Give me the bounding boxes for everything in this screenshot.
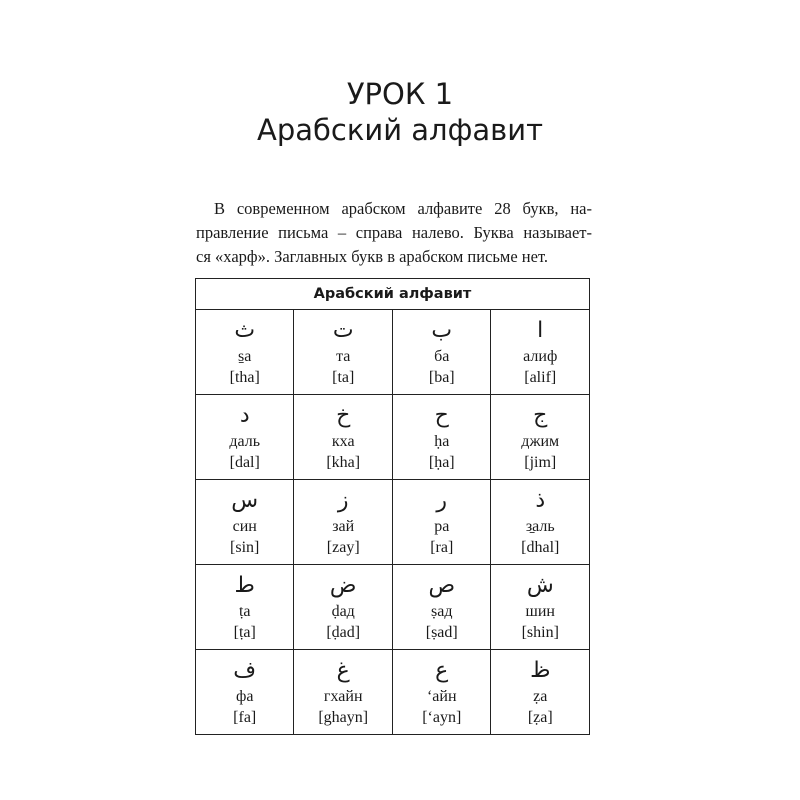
- letter-transliteration: [‘ayn]: [422, 709, 462, 726]
- arabic-letter: س: [231, 488, 259, 513]
- letter-name: даль: [229, 433, 261, 450]
- letter-name: з̱аль: [525, 518, 555, 535]
- letter-transliteration: [ḍad]: [326, 624, 361, 641]
- letter-transliteration: [ta]: [332, 369, 355, 386]
- letter-transliteration: [ẓa]: [527, 709, 553, 726]
- letter-cell: [393, 395, 491, 480]
- letter-cell: [294, 650, 393, 735]
- intro-line: ся «харф». Заглавных букв в арабском письме нет.: [196, 247, 549, 266]
- letter-cell: [196, 650, 294, 735]
- arabic-letter: ا: [537, 318, 544, 343]
- letter-name: алиф: [523, 348, 558, 365]
- table-caption: Арабский алфавит: [196, 279, 590, 310]
- letter-name: ба: [434, 348, 450, 365]
- letter-cell: [196, 565, 294, 650]
- arabic-letter: ب: [431, 318, 453, 343]
- letter-name: фа: [235, 688, 254, 705]
- letter-name: s̱а: [238, 348, 252, 365]
- lesson-subtitle: Арабский алфавит: [257, 113, 543, 147]
- alphabet-table: [195, 278, 590, 735]
- letter-transliteration: [jim]: [524, 454, 557, 471]
- letter-cell: [491, 480, 590, 565]
- letter-cell-content: [196, 650, 293, 728]
- letter-transliteration: [ṭa]: [233, 624, 256, 641]
- lesson-title: УРОК 1: [346, 77, 454, 111]
- letter-cell: [393, 565, 491, 650]
- arabic-letter: ت: [332, 318, 354, 343]
- letter-transliteration: [alif]: [524, 369, 557, 386]
- letter-cell: [393, 480, 491, 565]
- letter-cell-content: [491, 480, 589, 558]
- letter-cell-content: [491, 310, 589, 388]
- letter-cell-content: [491, 650, 589, 728]
- letter-transliteration: [ghayn]: [318, 709, 369, 726]
- arabic-letter: ظ: [530, 658, 551, 683]
- letter-cell: [393, 310, 491, 395]
- letter-cell-content: [393, 565, 490, 643]
- letter-cell: [491, 310, 590, 395]
- letter-cell-content: [393, 650, 490, 728]
- letter-transliteration: [dhal]: [521, 539, 560, 556]
- letter-cell: [393, 650, 491, 735]
- letter-cell: [294, 395, 393, 480]
- letter-cell-content: [393, 395, 490, 473]
- letter-cell-content: [196, 310, 293, 388]
- arabic-letter: ف: [233, 658, 257, 683]
- letter-cell-content: [294, 480, 392, 558]
- intro-line: правление письма – справа налево. Буква называет-: [196, 223, 592, 242]
- letter-name: гхайн: [323, 688, 363, 705]
- arabic-letter: د: [239, 403, 250, 428]
- letter-name: ṭа: [238, 603, 251, 620]
- letter-cell-content: [196, 480, 293, 558]
- arabic-letter: ر: [436, 488, 448, 513]
- letter-transliteration: [ḥa]: [428, 454, 455, 471]
- letter-transliteration: [ṣad]: [425, 624, 458, 641]
- letter-transliteration: [zay]: [326, 539, 360, 556]
- letter-cell: [196, 480, 294, 565]
- arabic-letter: ج: [533, 403, 548, 428]
- letter-cell: [196, 395, 294, 480]
- arabic-letter: ط: [234, 573, 255, 598]
- letter-cell: [491, 395, 590, 480]
- letter-cell-content: [491, 565, 589, 643]
- letter-transliteration: [fa]: [233, 709, 257, 726]
- table-row: [196, 310, 590, 395]
- letter-name: шин: [525, 603, 555, 620]
- intro-line: В современном арабском алфавите 28 букв, на-: [214, 199, 592, 218]
- letter-transliteration: [ba]: [428, 369, 455, 386]
- letter-cell: [491, 650, 590, 735]
- arabic-letter: خ: [336, 403, 351, 428]
- letter-cell-content: [491, 395, 589, 473]
- letter-cell-content: [393, 480, 490, 558]
- letter-name: син: [232, 518, 257, 535]
- intro-paragraph: [196, 197, 592, 269]
- arabic-letter: ز: [337, 488, 349, 513]
- letter-name: ẓа: [533, 688, 548, 705]
- arabic-letter: ض: [329, 573, 357, 598]
- letter-cell: [294, 480, 393, 565]
- letter-cell-content: [294, 565, 392, 643]
- letter-cell-content: [294, 650, 392, 728]
- arabic-letter: ش: [526, 573, 554, 598]
- arabic-letter: ذ: [535, 488, 546, 513]
- letter-cell: [294, 565, 393, 650]
- letter-cell-content: [393, 310, 490, 388]
- table-row: [196, 650, 590, 735]
- letter-name: ра: [434, 518, 450, 535]
- letter-cell-content: [294, 310, 392, 388]
- letter-name: кха: [331, 433, 355, 450]
- letter-name: ‘айн: [426, 688, 457, 705]
- letter-name: зай: [332, 518, 355, 535]
- letter-cell: [491, 565, 590, 650]
- arabic-letter: ص: [428, 573, 456, 598]
- table-row: [196, 565, 590, 650]
- arabic-letter: ح: [434, 403, 449, 428]
- letter-cell: [294, 310, 393, 395]
- letter-transliteration: [sin]: [230, 539, 260, 556]
- arabic-letter: غ: [336, 658, 350, 683]
- letter-transliteration: [shin]: [521, 624, 559, 641]
- letter-name: ṣад: [431, 603, 453, 620]
- letter-name: ḥа: [434, 433, 450, 450]
- letter-name: ḍад: [331, 603, 355, 620]
- letter-transliteration: [ra]: [430, 539, 454, 556]
- arabic-letter: ع: [435, 658, 449, 683]
- letter-cell-content: [196, 395, 293, 473]
- letter-cell: [196, 310, 294, 395]
- letter-name: та: [336, 348, 351, 365]
- letter-cell-content: [294, 395, 392, 473]
- letter-transliteration: [kha]: [326, 454, 361, 471]
- arabic-letter: ث: [234, 318, 256, 343]
- letter-transliteration: [dal]: [229, 454, 260, 471]
- letter-name: джим: [521, 433, 560, 450]
- letter-cell-content: [196, 565, 293, 643]
- letter-transliteration: [tha]: [229, 369, 260, 386]
- table-row: [196, 480, 590, 565]
- table-row: [196, 395, 590, 480]
